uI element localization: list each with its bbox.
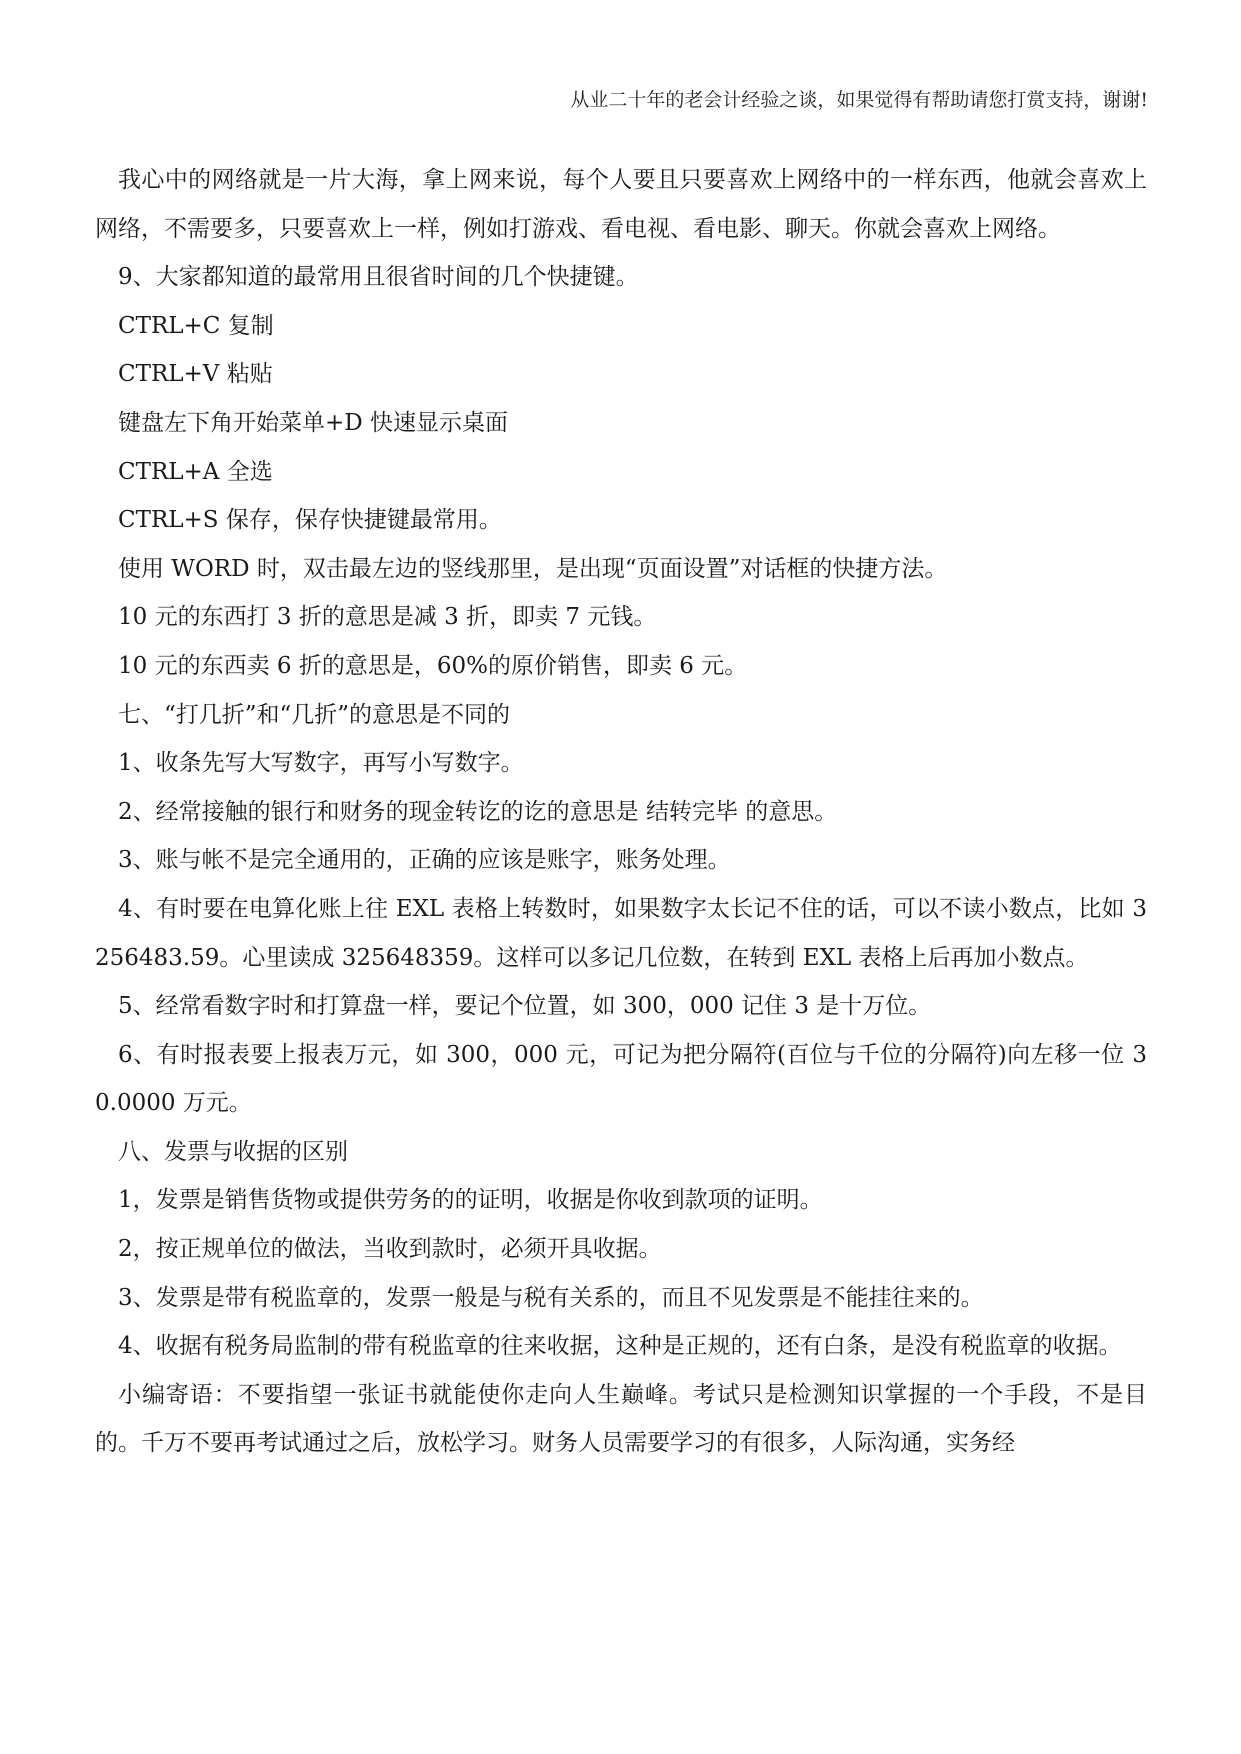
paragraph-ctrl-a: CTRL+A 全选 bbox=[118, 458, 273, 485]
paragraph-win-d: 键盘左下角开始菜单+D 快速显示桌面 bbox=[118, 409, 509, 436]
paragraph-receipt-numbers: 1、收条先写大写数字，再写小写数字。 bbox=[118, 750, 524, 777]
document-body bbox=[95, 156, 1147, 1468]
paragraph-exl-numbers: 4、有时要在电算化账上往 EXL 表格上转数时，如果数字太长记不住的话，可以不读小数点，比如 3256483.59。心里读成 325648359。这样可以多记几位数，在转到 EXL 表格上后再加小数点。 bbox=[95, 895, 1147, 971]
paragraph-invoice-tax-seal: 3、发票是带有税监章的，发票一般是与税有关系的，而且不见发票是不能挂往来的。 bbox=[118, 1284, 984, 1311]
paragraph-shortcuts-heading: 9、大家都知道的最常用且很省时间的几个快捷键。 bbox=[118, 264, 639, 291]
paragraph-discount-3: 10 元的东西打 3 折的意思是减 3 折，即卖 7 元钱。 bbox=[118, 604, 657, 631]
paragraph-ten-thousand-units: 6、有时报表要上报表万元，如 300，000 元，可记为把分隔符(百位与千位的分隔符)向左移一位 30.0000 万元。 bbox=[95, 1041, 1147, 1117]
paragraph-issue-receipt: 2，按正规单位的做法，当收到款时，必须开具收据。 bbox=[118, 1236, 662, 1263]
paragraph-transfer-complete: 2、经常接触的银行和财务的现金转讫的讫的意思是 结转完毕 的意思。 bbox=[118, 798, 838, 825]
paragraph-account-chars: 3、账与帐不是完全通用的，正确的应该是账字，账务处理。 bbox=[118, 847, 731, 874]
section-heading-7: 七、“打几折”和“几折”的意思是不同的 bbox=[118, 701, 511, 728]
paragraph-abacus-position: 5、经常看数字时和打算盘一样，要记个位置，如 300，000 记住 3 是十万位。 bbox=[118, 993, 932, 1020]
paragraph-editor-note: 小编寄语：不要指望一张证书就能使你走向人生巅峰。考试只是检测知识掌握的一个手段，不是目的。千万不要再考试通过之后，放松学习。财务人员需要学习的有很多，人际沟通，实务经 bbox=[95, 1381, 1147, 1457]
paragraph-invoice-vs-receipt: 1，发票是销售货物或提供劳务的的证明，收据是你收到款项的证明。 bbox=[118, 1187, 823, 1214]
paragraph-network: 我心中的网络就是一片大海，拿上网来说，每个人要且只要喜欢上网络中的一样东西，他就会喜欢上网络，不需要多，只要喜欢上一样，例如打游戏、看电视、看电影、聊天。你就会喜欢上网络。 bbox=[95, 167, 1147, 242]
paragraph-ctrl-c: CTRL+C 复制 bbox=[118, 312, 274, 339]
paragraph-receipt-tax-seal: 4、收据有税务局监制的带有税监章的往来收据，这种是正规的，还有白条，是没有税监章的收据。 bbox=[118, 1333, 1122, 1360]
paragraph-discount-6: 10 元的东西卖 6 折的意思是，60%的原价销售，即卖 6 元。 bbox=[118, 652, 748, 679]
header-note: 从业二十年的老会计经验之谈，如果觉得有帮助请您打赏支持，谢谢! bbox=[570, 89, 1148, 111]
paragraph-ctrl-v: CTRL+V 粘贴 bbox=[118, 361, 273, 388]
section-heading-8: 八、发票与收据的区别 bbox=[118, 1138, 348, 1165]
paragraph-ctrl-s: CTRL+S 保存，保存快捷键最常用。 bbox=[118, 507, 502, 534]
paragraph-word-page-setup: 使用 WORD 时，双击最左边的竖线那里，是出现“页面设置”对话框的快捷方法。 bbox=[118, 555, 948, 582]
